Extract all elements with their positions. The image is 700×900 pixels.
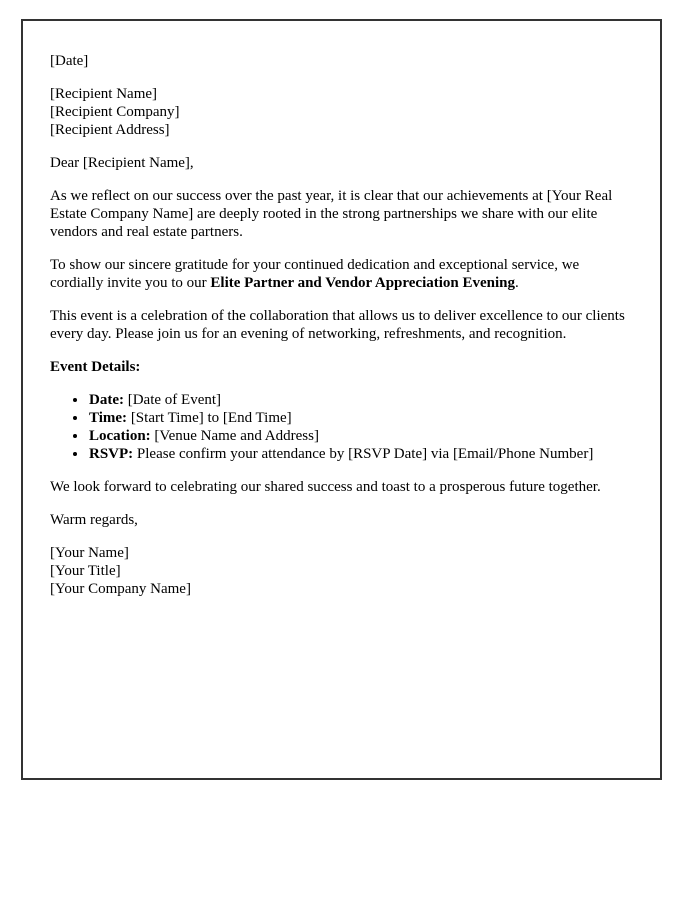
signoff: Warm regards, xyxy=(50,512,138,528)
letter-page xyxy=(21,19,662,780)
paragraph-intro: As we reflect on our success over the past year, it is clear that our achievements at [Your Real Estate Company Name] are deeply rooted in the strong partnerships we share with our elite vendors and real estate partners. xyxy=(50,188,613,240)
signature-company-line: [Your Company Name] xyxy=(50,581,191,597)
event-detail-rsvp xyxy=(88,445,634,463)
salutation: Dear [Recipient Name], xyxy=(50,155,194,171)
signature-title-line: [Your Title] xyxy=(50,563,121,579)
event-detail-time-value: [Start Time] to [End Time] xyxy=(130,410,292,426)
event-detail-time xyxy=(88,409,634,427)
date-placeholder: [Date] xyxy=(50,53,89,69)
event-detail-time-label: Time: xyxy=(89,410,128,426)
invitation-text-end: . xyxy=(515,275,519,291)
paragraph-closing: We look forward to celebrating our shared success and toast to a prosperous future together. xyxy=(50,479,601,495)
event-details-heading: Event Details: xyxy=(50,359,141,375)
event-detail-location-label: Location: xyxy=(89,428,151,444)
event-details-list xyxy=(50,391,634,463)
event-detail-rsvp-value: Please confirm your attendance by [RSVP Date] via [Email/Phone Number] xyxy=(136,446,594,462)
recipient-company-line: [Recipient Company] xyxy=(50,104,180,120)
paragraph-celebration: This event is a celebration of the collaboration that allows us to deliver excellence to our clients every day. Please join us for an evening of networking, refreshments, and recognition. xyxy=(50,308,625,342)
event-detail-rsvp-label: RSVP: xyxy=(89,446,134,462)
signature-name-line: [Your Name] xyxy=(50,545,129,561)
event-detail-location xyxy=(88,427,634,445)
event-detail-date-label: Date: xyxy=(89,392,124,408)
recipient-address-line: [Recipient Address] xyxy=(50,122,170,138)
invitation-text: To show our sincere gratitude for your continued dedication and exceptional service, we cordially invite you to our xyxy=(50,257,580,291)
event-detail-date xyxy=(88,391,634,409)
paragraph-invitation xyxy=(50,256,634,292)
event-detail-date-value: [Date of Event] xyxy=(127,392,222,408)
signature-block xyxy=(50,544,634,598)
recipient-name-line: [Recipient Name] xyxy=(50,86,158,102)
recipient-address-block xyxy=(50,85,634,139)
event-name-emphasis: Elite Partner and Vendor Appreciation Evening xyxy=(210,275,516,291)
event-detail-location-value: [Venue Name and Address] xyxy=(154,428,319,444)
